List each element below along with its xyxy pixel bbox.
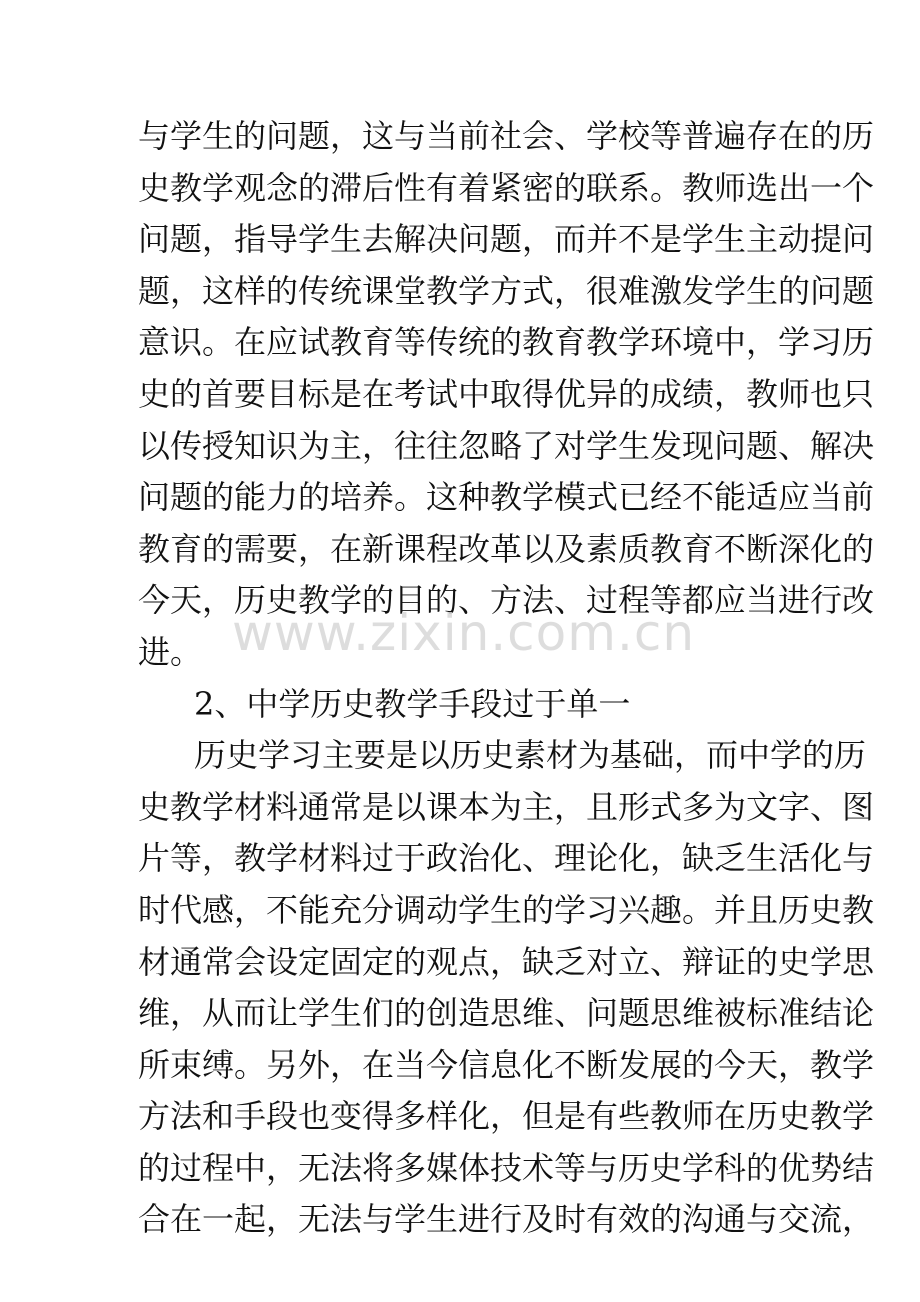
text-line: 时代感，不能充分调动学生的学习兴趣。并且历史教	[138, 890, 875, 929]
text-line: 今天，历史教学的目的、方法、过程等都应当进行改	[138, 581, 875, 620]
text-line: 史教学材料通常是以课本为主，且形式多为文字、图	[138, 787, 875, 826]
text-line: 历史学习主要是以历史素材为基础，而中学的历	[194, 736, 867, 775]
text-line: 问题的能力的培养。这种教学模式已经不能适应当前	[138, 478, 875, 517]
text-line: 材通常会设定固定的观点，缺乏对立、辩证的史学思	[138, 942, 875, 981]
text-line: 维，从而让学生们的创造思维、问题思维被标准结论	[138, 994, 875, 1033]
text-line: 所束缚。另外，在当今信息化不断发展的今天，教学	[138, 1045, 875, 1084]
text-line: 意识。在应试教育等传统的教育教学环境中，学习历	[138, 323, 875, 362]
text-line: 的过程中，无法将多媒体技术等与历史学科的优势结	[138, 1148, 875, 1187]
body-text	[138, 111, 875, 1246]
text-line: 片等，教学材料过于政治化、理论化，缺乏生活化与	[138, 839, 875, 878]
section-heading: 2、中学历史教学手段过于单一	[194, 684, 631, 723]
text-line: 合在一起，无法与学生进行及时有效的沟通与交流，	[138, 1200, 875, 1239]
text-line: 进。	[138, 632, 203, 671]
text-line: 方法和手段也变得多样化，但是有些教师在历史教学	[138, 1097, 875, 1136]
watermark: www.zixin.com.cn	[232, 604, 696, 662]
text-line: 题，这样的传统课堂教学方式，很难激发学生的问题	[138, 271, 875, 310]
text-line: 与学生的问题，这与当前社会、学校等普遍存在的历	[138, 117, 875, 155]
text-line: 教育的需要，在新课程改革以及素质教育不断深化的	[138, 529, 875, 568]
text-line: 史的首要目标是在考试中取得优异的成绩，教师也只	[138, 374, 875, 413]
text-line: 问题，指导学生去解决问题，而并不是学生主动提问	[138, 220, 875, 259]
text-line: 以传授知识为主，往往忽略了对学生发现问题、解决	[138, 426, 875, 465]
text-line: 史教学观念的滞后性有着紧密的联系。教师选出一个	[138, 168, 875, 207]
